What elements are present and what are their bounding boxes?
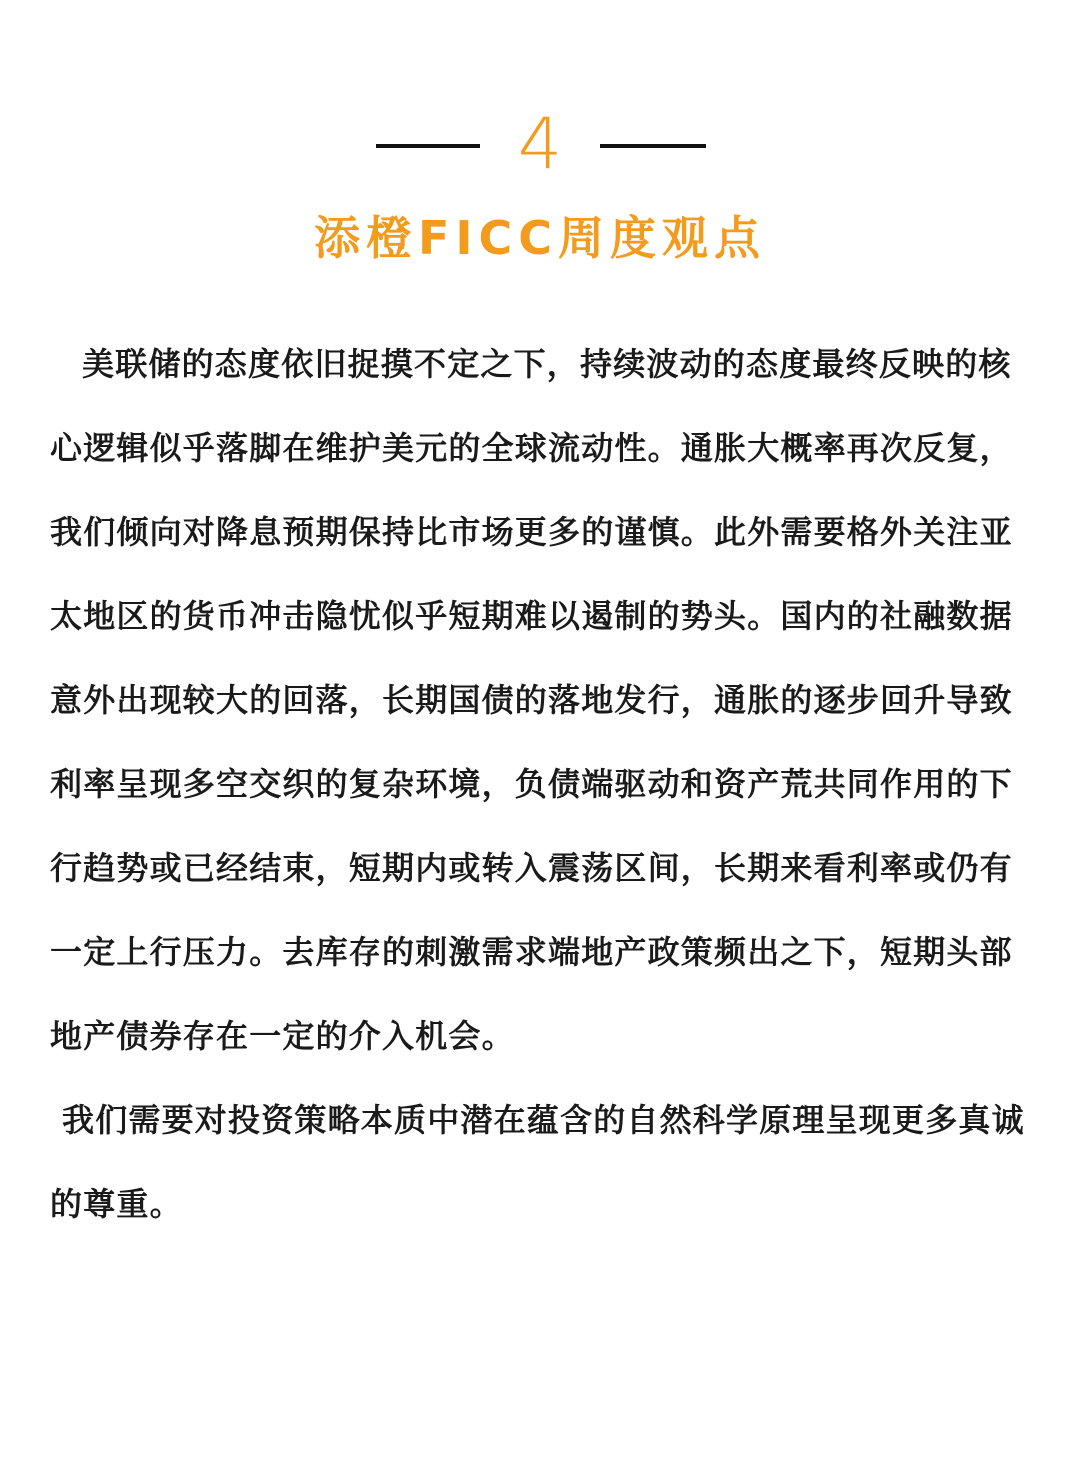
paragraph-market-outlook: 美联储的态度依旧捉摸不定之下，持续波动的态度最终反映的核心逻辑似乎落脚在维护美元的全球流动性。通胀大概率再次反复，我们倾向对降息预期保持比市场更多的谨慎。此外需要格外关注亚太地区的货币冲击隐忧似乎短期难以遏制的势头。国内的社融数据意外出现较大的回落，长期国债的落地发行，通胀的逐步回升导致利率呈现多空交织的复杂环境，负债端驱动和资产荒共同作用的下行趋势或已经结束，短期内或转入震荡区间，长期来看利率或仍有一定上行压力。去库存的刺激需求端地产政策频出之下，短期头部地产债券存在一定的介入机会。 [50,345,1013,1055]
section-header [0,103,1080,185]
right-divider-line [600,144,706,148]
article-body [50,322,1040,1246]
paragraph-closing-remark: 我们需要对投资策略本质中潜在蕴含的自然科学原理呈现更多真诚的尊重。 [50,1101,1025,1223]
left-divider-line [376,144,480,148]
section-title: 添橙FICC周度观点 [313,211,767,265]
section-number: 4 [517,103,563,185]
